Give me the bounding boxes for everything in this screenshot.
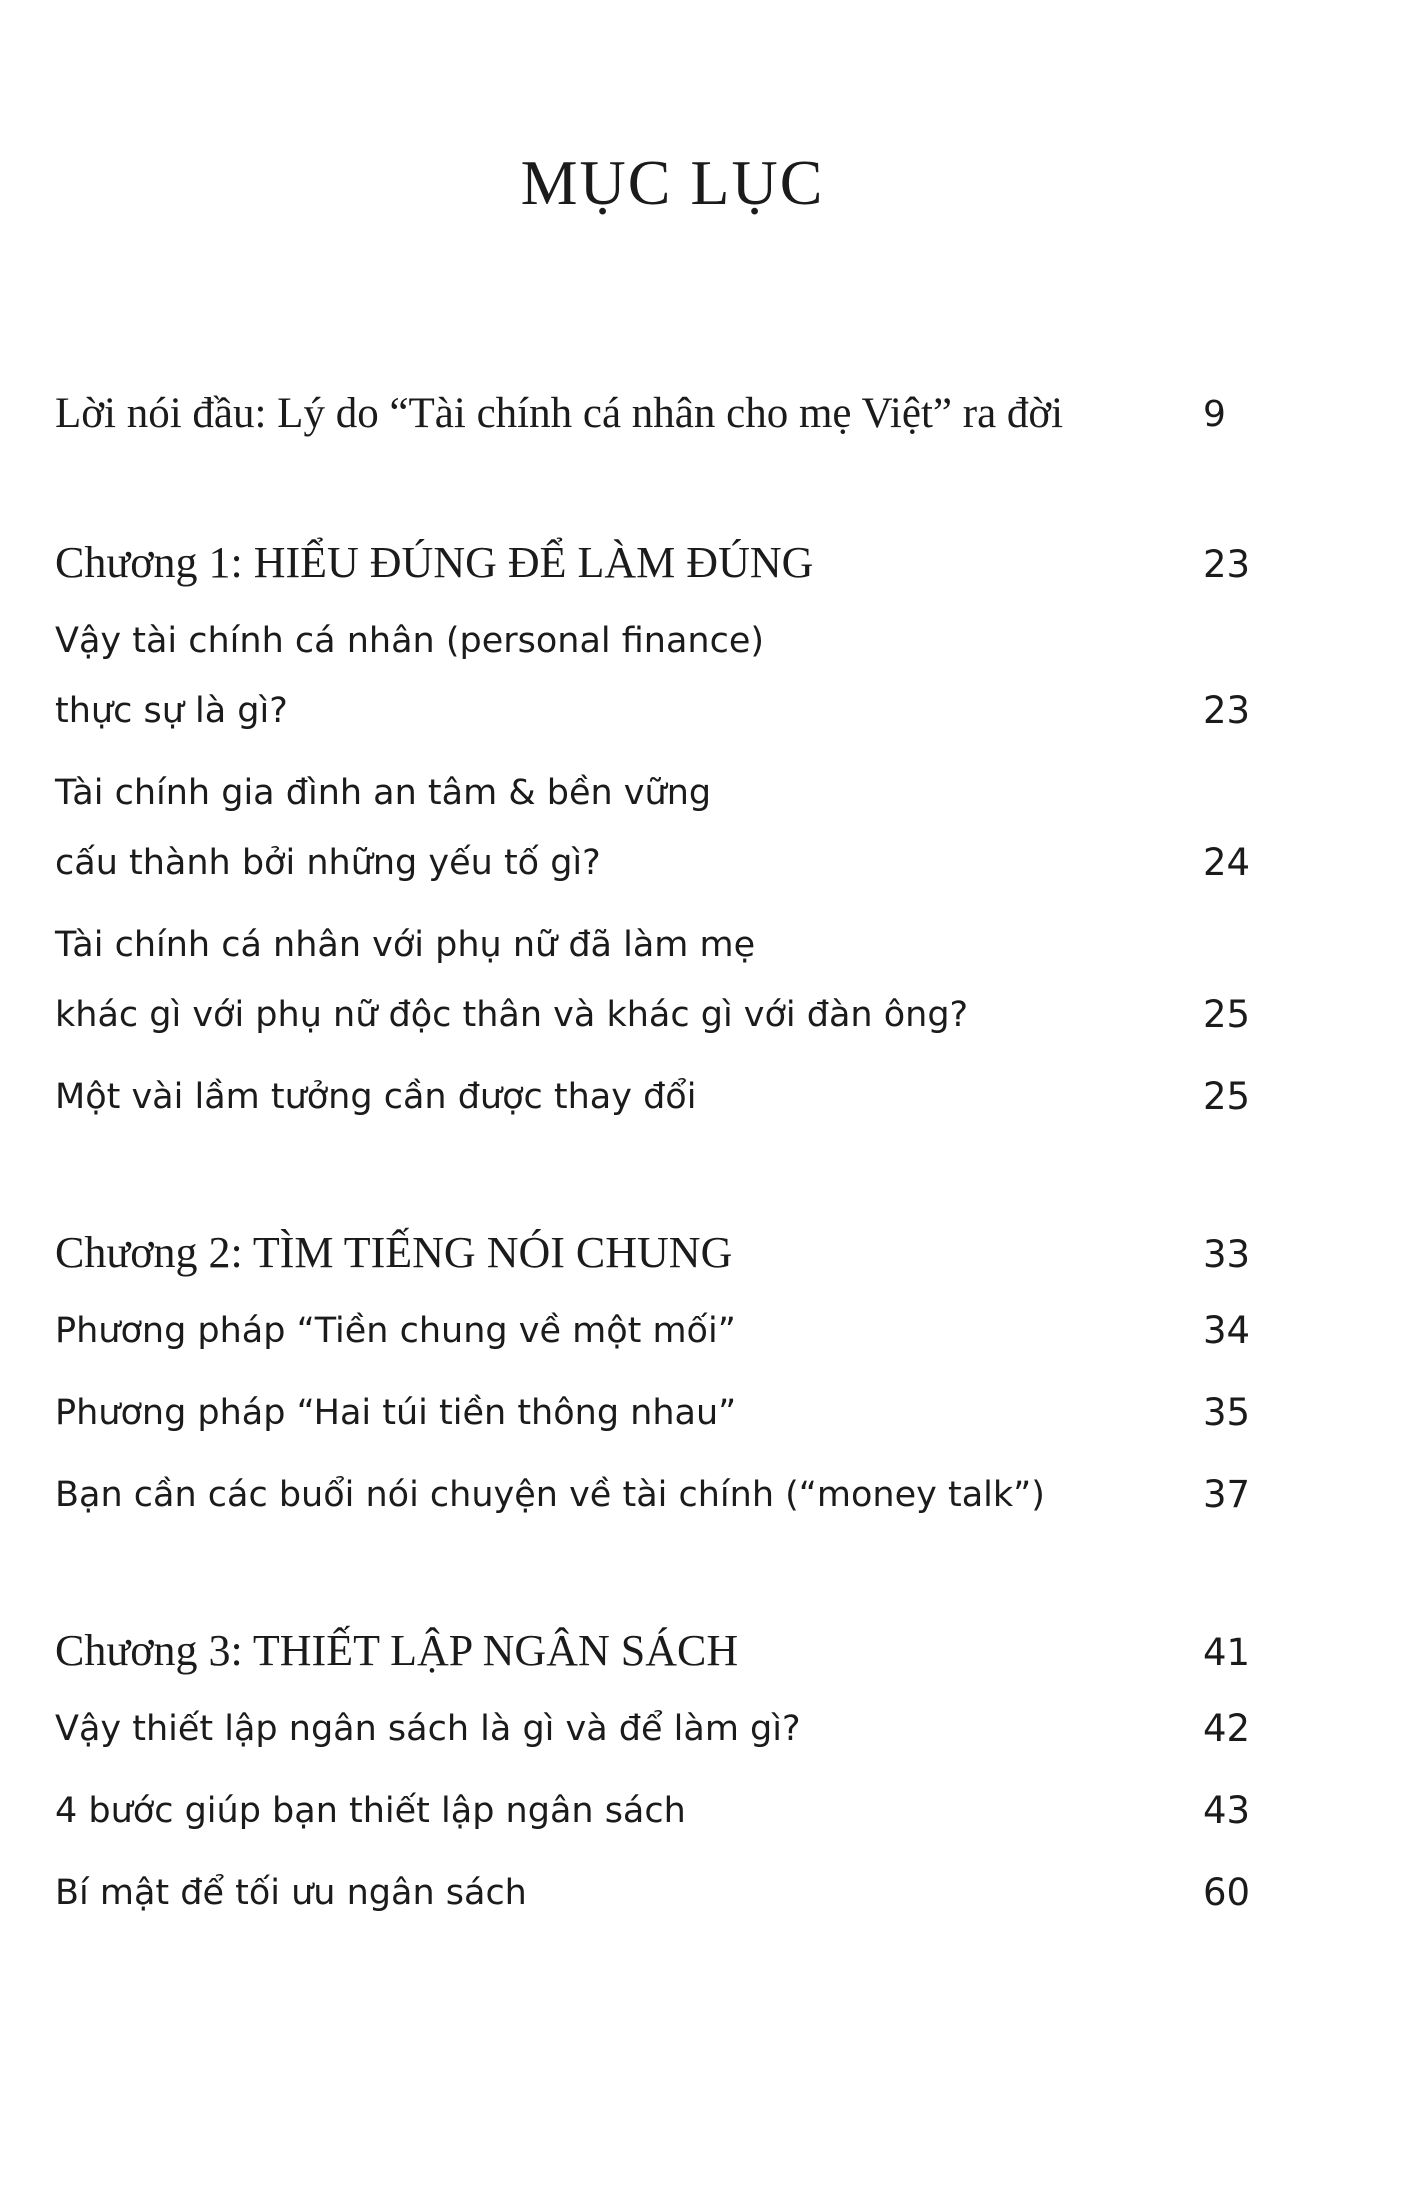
- entry-title: [55, 1776, 1203, 1846]
- entry-title: [55, 1296, 1203, 1366]
- entry-title: [55, 1378, 1203, 1448]
- toc-row-entry: [55, 758, 1290, 898]
- entry-page-number: 34: [1203, 1309, 1251, 1352]
- entry-line: Vậy tài chính cá nhân (personal finance): [55, 621, 765, 661]
- entry-title: [55, 910, 1203, 1050]
- entry-line: thực sự là gì?: [55, 691, 288, 731]
- entry-line: khác gì với phụ nữ độc thân và khác gì với đàn ông?: [55, 995, 969, 1035]
- toc-row-entry: [55, 1694, 1290, 1764]
- entry-line: 4 bước giúp bạn thiết lập ngân sách: [55, 1791, 686, 1831]
- entry-title: [55, 1460, 1203, 1530]
- toc-row-entry: [55, 1378, 1290, 1448]
- toc-row-preface: [55, 386, 1290, 442]
- toc-row-chapter-2: [55, 1222, 1290, 1284]
- chapter-title: Chương 2: TÌM TIẾNG NÓI CHUNG: [55, 1228, 733, 1277]
- toc-row-entry: [55, 1296, 1290, 1366]
- entry-page-number: 23: [1203, 689, 1251, 732]
- entry-page-number: 60: [1203, 1871, 1251, 1914]
- toc-row-entry: [55, 1062, 1290, 1132]
- entry-title: [55, 758, 1203, 898]
- toc-row-entry: [55, 910, 1290, 1050]
- toc-row-entry: [55, 1460, 1290, 1530]
- entry-page-number: 25: [1203, 993, 1251, 1036]
- entry-title: [55, 1062, 1203, 1132]
- chapter-page-number: 23: [1203, 543, 1251, 586]
- toc-content: [55, 148, 1290, 1928]
- entry-line: Tài chính cá nhân với phụ nữ đã làm mẹ: [55, 925, 756, 965]
- entry-line: Phương pháp “Tiền chung về một mối”: [55, 1311, 736, 1351]
- entry-page-number: 35: [1203, 1391, 1251, 1434]
- entry-line: Phương pháp “Hai túi tiền thông nhau”: [55, 1393, 737, 1433]
- preface-title: Lời nói đầu: Lý do “Tài chính cá nhân cho mẹ Việt” ra đời: [55, 390, 1064, 437]
- entry-title: [55, 606, 1203, 746]
- chapter-page-number: 33: [1203, 1233, 1251, 1276]
- entry-page-number: 43: [1203, 1789, 1251, 1832]
- toc-row-chapter-1: [55, 532, 1290, 594]
- entry-line: Bí mật để tối ưu ngân sách: [55, 1873, 527, 1913]
- entry-page-number: 37: [1203, 1473, 1251, 1516]
- entry-line: Tài chính gia đình an tâm & bền vững: [55, 773, 712, 813]
- entry-title: [55, 1694, 1203, 1764]
- toc-row-entry: [55, 1858, 1290, 1928]
- entry-page-number: 42: [1203, 1707, 1251, 1750]
- page-title: MỤC LỤC: [520, 147, 825, 218]
- entry-line: Một vài lầm tưởng cần được thay đổi: [55, 1077, 697, 1117]
- entry-title: [55, 1858, 1203, 1928]
- toc-row-chapter-3: [55, 1620, 1290, 1682]
- chapter-title: Chương 3: THIẾT LẬP NGÂN SÁCH: [55, 1626, 739, 1675]
- chapter-page-number: 41: [1203, 1631, 1251, 1674]
- preface-page-number: 9: [1203, 394, 1226, 435]
- entry-line: Vậy thiết lập ngân sách là gì và để làm gì?: [55, 1709, 801, 1749]
- entry-page-number: 25: [1203, 1075, 1251, 1118]
- entry-page-number: 24: [1203, 841, 1251, 884]
- entry-line: cấu thành bởi những yếu tố gì?: [55, 843, 601, 883]
- entry-line: Bạn cần các buổi nói chuyện về tài chính (“money talk”): [55, 1475, 1045, 1515]
- chapter-title: Chương 1: HIỂU ĐÚNG ĐỂ LÀM ĐÚNG: [55, 538, 814, 587]
- toc-row-entry: [55, 1776, 1290, 1846]
- toc-row-entry: [55, 606, 1290, 746]
